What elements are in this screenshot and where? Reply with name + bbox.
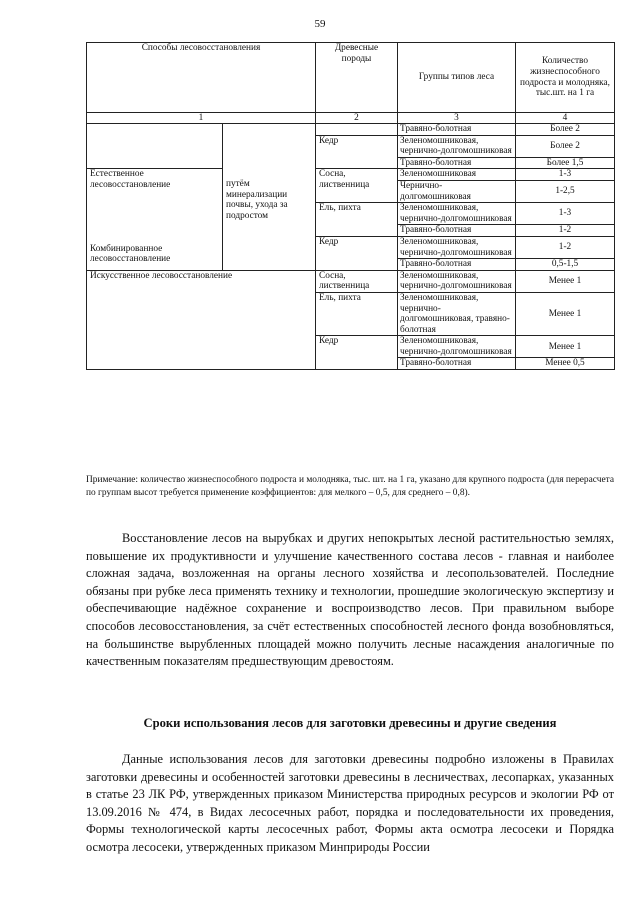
amount-cell: 1-2 [516, 225, 615, 237]
forest-type-cell: Чернично-долгомошниковая [398, 180, 516, 202]
forest-type-cell: Зеленомошниковая, чернично-долгомошниковая, травяно-болотная [398, 292, 516, 335]
table-row [87, 270, 615, 292]
body-paragraph: Восстановление лесов на вырубках и других непокрытых лесной растительностью землях, повышение их продуктивности и улучшение качественного состава лесов - главная и наиболее сложная задача, возложенная на органы лесного хозяйства и лесопользователей. Последние обязаны при рубке леса применять технику и технологии, прошедшие экологическую экспертизу и обеспечивающие надёжное сохранение и воспроизводство лесов. При правильном выборе способов лесовосстановления, за счёт естественных способностей лесного фонда возобновляться, на большинстве вырубленных площадей можно получить лесные насаждения аналогичные по качественным показателям предшествующим древостоям. [86, 531, 614, 669]
species-cell [316, 124, 398, 136]
species-cell: Кедр [316, 236, 398, 270]
section-heading: Сроки использования лесов для заготовки древесины и другие сведения [143, 716, 557, 730]
method-natural: Естественное лесовосстановление [90, 169, 171, 190]
forest-type-cell: Зеленомошниковая, чернично-долгомошниковая [398, 135, 516, 157]
method-combined: Комбинированное лесовосстановление [90, 243, 171, 265]
forest-type-cell: Травяно-болотная [398, 259, 516, 271]
forest-type-cell: Травяно-болотная [398, 124, 516, 136]
table-row [87, 169, 615, 181]
species-cell: Кедр [316, 135, 398, 169]
forest-restoration-table [86, 42, 615, 370]
col-number: 4 [516, 113, 615, 124]
forest-type-cell: Зеленомошниковая, чернично-долгомошниковая [398, 270, 516, 292]
amount-cell: Менее 1 [516, 270, 615, 292]
body-paragraph: Данные использования лесов для заготовки древесины подробно изложены в Правилах заготовки древесины и особенностей заготовки древесины в лесничествах, лесопарках, указанных в статье 23 ЛК РФ, утвержденных приказом Министерства природных ресурсов и экологии РФ от 13.09.2016 № 474, в Видах лесосечных работ, порядка и последовательности их проведения, Формы технологической карты лесосечных работ, Формы акта осмотра лесосеки и Порядка осмотра лесосеки, утвержденных приказом Минприроды России [86, 752, 614, 854]
col-number: 1 [87, 113, 316, 124]
amount-cell: 1-2 [516, 236, 615, 258]
method-natural-how: путём минерализации почвы, ухода за подростом [223, 124, 316, 271]
table-note: Примечание: количество жизнеспособного подроста и молодняка, тыс. шт. на 1 га, указано для крупного подроста (для перерасчета по группам высот требуется применение коэффициентов: для мелкого – 0,5, для среднего – 0,8). [86, 475, 614, 498]
table-header-row [87, 43, 615, 113]
forest-type-cell: Зеленомошниковая, чернично-долгомошниковая [398, 336, 516, 358]
forest-type-cell: Зеленомошниковая, чернично-долгомошниковая [398, 236, 516, 258]
header-amount: Количество жизнеспособного подроста и молодняка, тыс.шт. на 1 га [516, 43, 615, 113]
method-artificial: Искусственное лесовосстановление [87, 270, 316, 369]
forest-type-cell: Травяно-болотная [398, 225, 516, 237]
col-number: 3 [398, 113, 516, 124]
forest-type-cell: Травяно-болотная [398, 358, 516, 370]
header-forest-types: Группы типов леса [398, 43, 516, 113]
species-cell: Сосна, лиственница [316, 169, 398, 203]
amount-cell: Более 2 [516, 135, 615, 157]
amount-cell: 1-2,5 [516, 180, 615, 202]
header-methods: Способы лесовосстановления [87, 43, 316, 113]
species-cell: Кедр [316, 336, 398, 370]
column-number-row [87, 113, 615, 124]
header-species: Древесные породы [316, 43, 398, 113]
forest-type-cell: Зеленомошниковая, чернично-долгомошниковая [398, 203, 516, 225]
page-number: 59 [314, 18, 326, 30]
amount-cell: 1-3 [516, 203, 615, 225]
amount-cell: 1-3 [516, 169, 615, 181]
method-natural-combined [87, 169, 223, 270]
amount-cell: Менее 1 [516, 336, 615, 358]
species-cell: Ель, пихта [316, 292, 398, 335]
forest-type-cell: Зеленомошниковая [398, 169, 516, 181]
amount-cell: 0,5-1,5 [516, 259, 615, 271]
species-cell: Ель, пихта [316, 203, 398, 237]
table-row [87, 124, 615, 136]
col-number: 2 [316, 113, 398, 124]
amount-cell: Более 1,5 [516, 157, 615, 169]
method-cell-empty [87, 124, 223, 169]
amount-cell: Менее 0,5 [516, 358, 615, 370]
forest-type-cell: Травяно-болотная [398, 157, 516, 169]
amount-cell: Менее 1 [516, 292, 615, 335]
species-cell: Сосна, лиственница [316, 270, 398, 292]
amount-cell: Более 2 [516, 124, 615, 136]
